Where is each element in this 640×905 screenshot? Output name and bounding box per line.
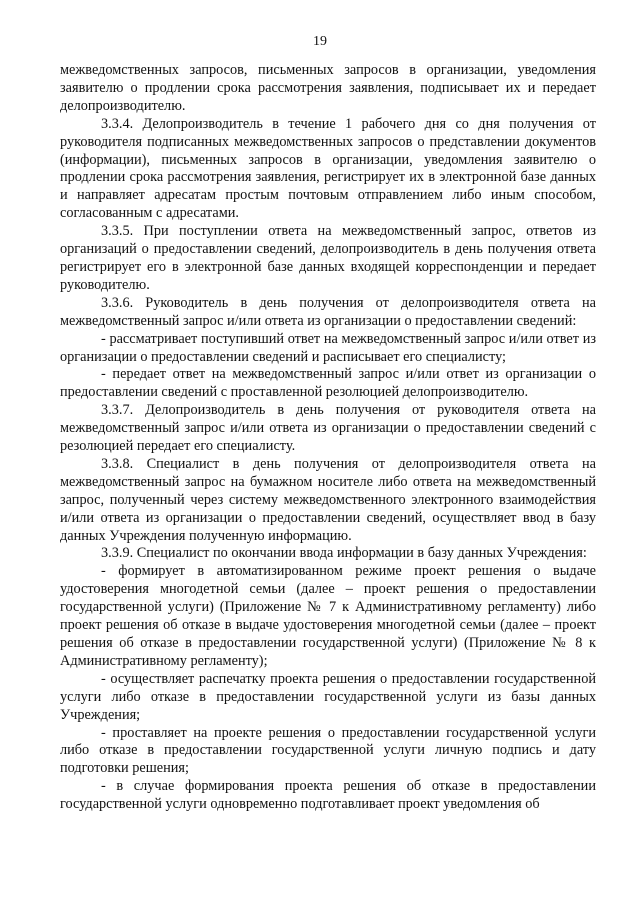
paragraph-3-3-8: 3.3.8. Специалист в день получения от делопроизводителя ответа на межведомственный запрос на бумажном носителе либо ответа на межведомственный запрос, полученный через систему межведомственного электронного взаимодействия и/или ответа из организации о предоставлении сведений, осуществляет ввод в базу данных Учреждения полученную информацию. (60, 455, 596, 544)
list-item: - рассматривает поступивший ответ на межведомственный запрос и/или ответ из организации о предоставлении сведений и расписывает его специалисту; (60, 330, 596, 365)
body-text (60, 62, 596, 814)
list-item: - проставляет на проекте решения о предоставлении государственной услуги либо отказе в предоставлении государственной услуги личную подпись и дату подготовки решения; (60, 724, 596, 777)
paragraph-3-3-7: 3.3.7. Делопроизводитель в день получения от руководителя ответа на межведомственный запрос и/или ответа из организации о предоставлении сведений с резолюцией передает его специалисту. (60, 402, 596, 455)
list-item: - в случае формирования проекта решения об отказе в предоставлении государственной услуги одновременно подготавливает проект уведомления об (60, 778, 596, 813)
list-item: - передает ответ на межведомственный запрос и/или ответ из организации о предоставлении сведений с проставленной резолюцией делопроизводителю. (60, 366, 596, 401)
paragraph-3-3-9: 3.3.9. Специалист по окончании ввода информации в базу данных Учреждения: (101, 545, 587, 562)
paragraph-3-3-5: 3.3.5. При поступлении ответа на межведомственный запрос, ответов из организаций о предоставлении сведений, делопроизводитель в день получения ответа регистрирует его в электронной базе данных входящей корреспонденции и передает руководителю. (60, 223, 596, 293)
list-item: - формирует в автоматизированном режиме проект решения о выдаче удостоверения многодетной семьи (далее – проект решения о предоставлении государственной услуги) (Приложение № 7 к Административному регламенту) либо проект решения об отказе в выдаче удостоверения многодетной семьи (далее – проект решения об отказе в предоставлении государственной услуги) (Приложение № 8 к Административному регламенту); (60, 563, 596, 669)
page-number: 19 (313, 34, 327, 49)
list-item: - осуществляет распечатку проекта решения о предоставлении государственной услуги либо отказе в предоставлении государственной услуги из базы данных Учреждения; (60, 670, 596, 723)
paragraph-3-3-6: 3.3.6. Руководитель в день получения от делопроизводителя ответа на межведомственный запрос и/или ответа из организации о предоставлении сведений: (60, 294, 596, 329)
paragraph-continuation: межведомственных запросов, письменных запросов в организации, уведомления заявителю о продлении срока рассмотрения заявления, подписывает их и передает делопроизводителю. (60, 62, 596, 114)
paragraph-3-3-4: 3.3.4. Делопроизводитель в течение 1 рабочего дня со дня получения от руководителя подписанных межведомственных запросов о представлении документов (информации), письменных запросов в организации, уведомления заявителю о продлении срока рассмотрения заявления, регистрирует их в электронной базе данных и направляет адресатам простым почтовым отправлением либо иным способом, согласованным с адресатами. (60, 115, 596, 222)
